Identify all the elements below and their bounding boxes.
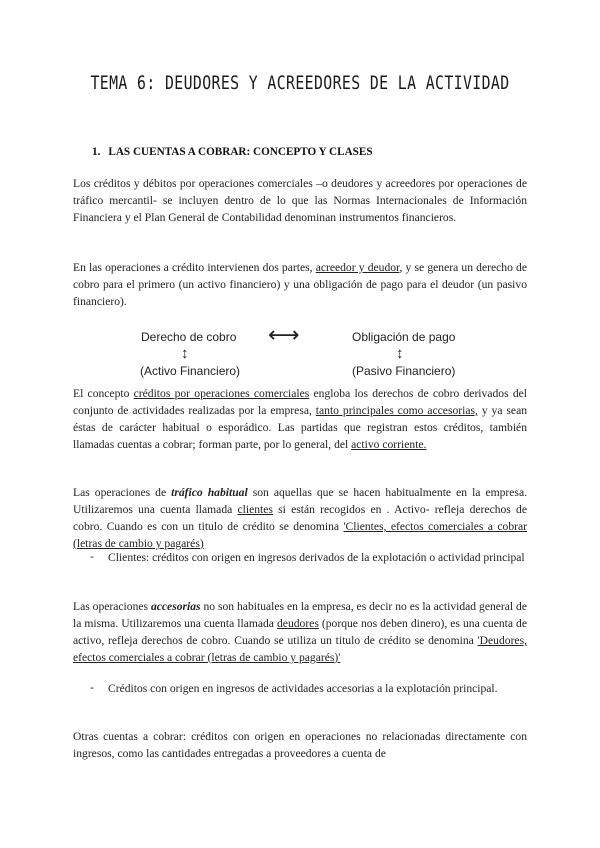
text-run: y ya sean éstas de carácter habitual o esporádico. Las partidas que registran estos créditos, también llamadas cuentas a cobrar; forman parte, por lo general, del — [73, 403, 528, 451]
double-arrow-icon: ⟷ — [268, 322, 300, 347]
text-run: Las operaciones — [73, 600, 151, 613]
credit-diagram — [0, 322, 600, 384]
diagram-left-label: Derecho de cobro — [141, 330, 237, 344]
emphasis-term: tráfico habitual — [171, 486, 248, 499]
underlined-term: créditos por operaciones comerciales — [133, 387, 310, 400]
text-run: (porque nos deben dinero), es una cuenta de activo, refleja derechos de cobro. Cuando se utiliza un titulo de crédito se denomina — [73, 616, 527, 647]
diagram-left-sublabel: (Activo Financiero) — [140, 364, 241, 378]
text-run: son aquellas que se hacen habitualmente en la empresa. Utilizaremos una cuenta llamada — [73, 486, 527, 516]
bullet-item-2: Créditos con origen en ingresos de actividades accesorias a la explotación principal. — [108, 682, 498, 695]
bullet-marker: - — [90, 681, 94, 694]
vertical-arrow-icon: ↕ — [396, 345, 404, 362]
text-run: El concepto — [73, 387, 134, 400]
paragraph-3 — [73, 386, 527, 454]
section-title: LAS CUENTAS A COBRAR: CONCEPTO Y CLASES — [108, 146, 373, 158]
text-run: si están recogidos en . Activo- refleja derechos de cobro. Cuando es con un titulo de crédito se denomina — [73, 502, 527, 533]
paragraph-5 — [73, 599, 527, 667]
underlined-term: 'Clientes, efectos comerciales a cobrar (letras de cambio y pagarés) — [73, 519, 527, 550]
text-run: Las operaciones de — [73, 486, 172, 499]
page-title: TEMA 6: DEUDORES Y ACREEDORES DE LA ACTIVIDAD — [90, 72, 510, 94]
paragraph-2 — [73, 260, 527, 311]
paragraph-6: Otras cuentas a cobrar: créditos con origen en operaciones no relacionadas directamente con ingresos, como las cantidades entregadas a proveedores a cuenta de — [73, 730, 527, 760]
paragraph-4 — [73, 485, 527, 553]
paragraph-1: Los créditos y débitos por operaciones comerciales –o deudores y acreedores por operaciones de tráfico mercantil- se incluyen dentro de lo que las Normas Internacionales de Información Financiera y el Plan General de Contabilidad denominan instrumentos financieros. — [73, 177, 527, 224]
text-run: engloba los derechos de cobro derivados del conjunto de actividades realizadas por la empresa, — [73, 387, 527, 417]
text-run: , y se genera un derecho de cobro para el primero (un activo financiero) y una obligación de pago para el deudor (un pasivo financiero). — [73, 261, 527, 308]
bullet-marker: - — [90, 550, 94, 563]
underlined-term: 'Deudores, efectos comerciales a cobrar (letras de cambio y pagarés)' — [73, 633, 527, 664]
underlined-term: acreedor y deudor — [315, 261, 400, 274]
vertical-arrow-icon: ↕ — [181, 345, 189, 362]
section-number: 1. — [92, 146, 101, 158]
text-run: En las operaciones a crédito intervienen dos partes, — [73, 261, 316, 274]
diagram-right-sublabel: (Pasivo Financiero) — [352, 364, 456, 378]
text-run: no son habituales en la empresa, es decir no es la actividad general de la misma. Utilizaremos una cuenta llamada — [73, 600, 527, 630]
underlined-term: clientes — [237, 502, 273, 516]
underlined-term: tanto principales como accesorias, — [315, 403, 478, 417]
underlined-term: activo corriente. — [351, 437, 427, 451]
emphasis-term: accesorias — [150, 600, 201, 613]
diagram-right-label: Obligación de pago — [352, 330, 456, 344]
bullet-item-1: Clientes: créditos con origen en ingresos derivados de la explotación o actividad principal — [108, 551, 525, 564]
section-heading — [92, 146, 373, 158]
underlined-term: deudores — [277, 616, 319, 630]
